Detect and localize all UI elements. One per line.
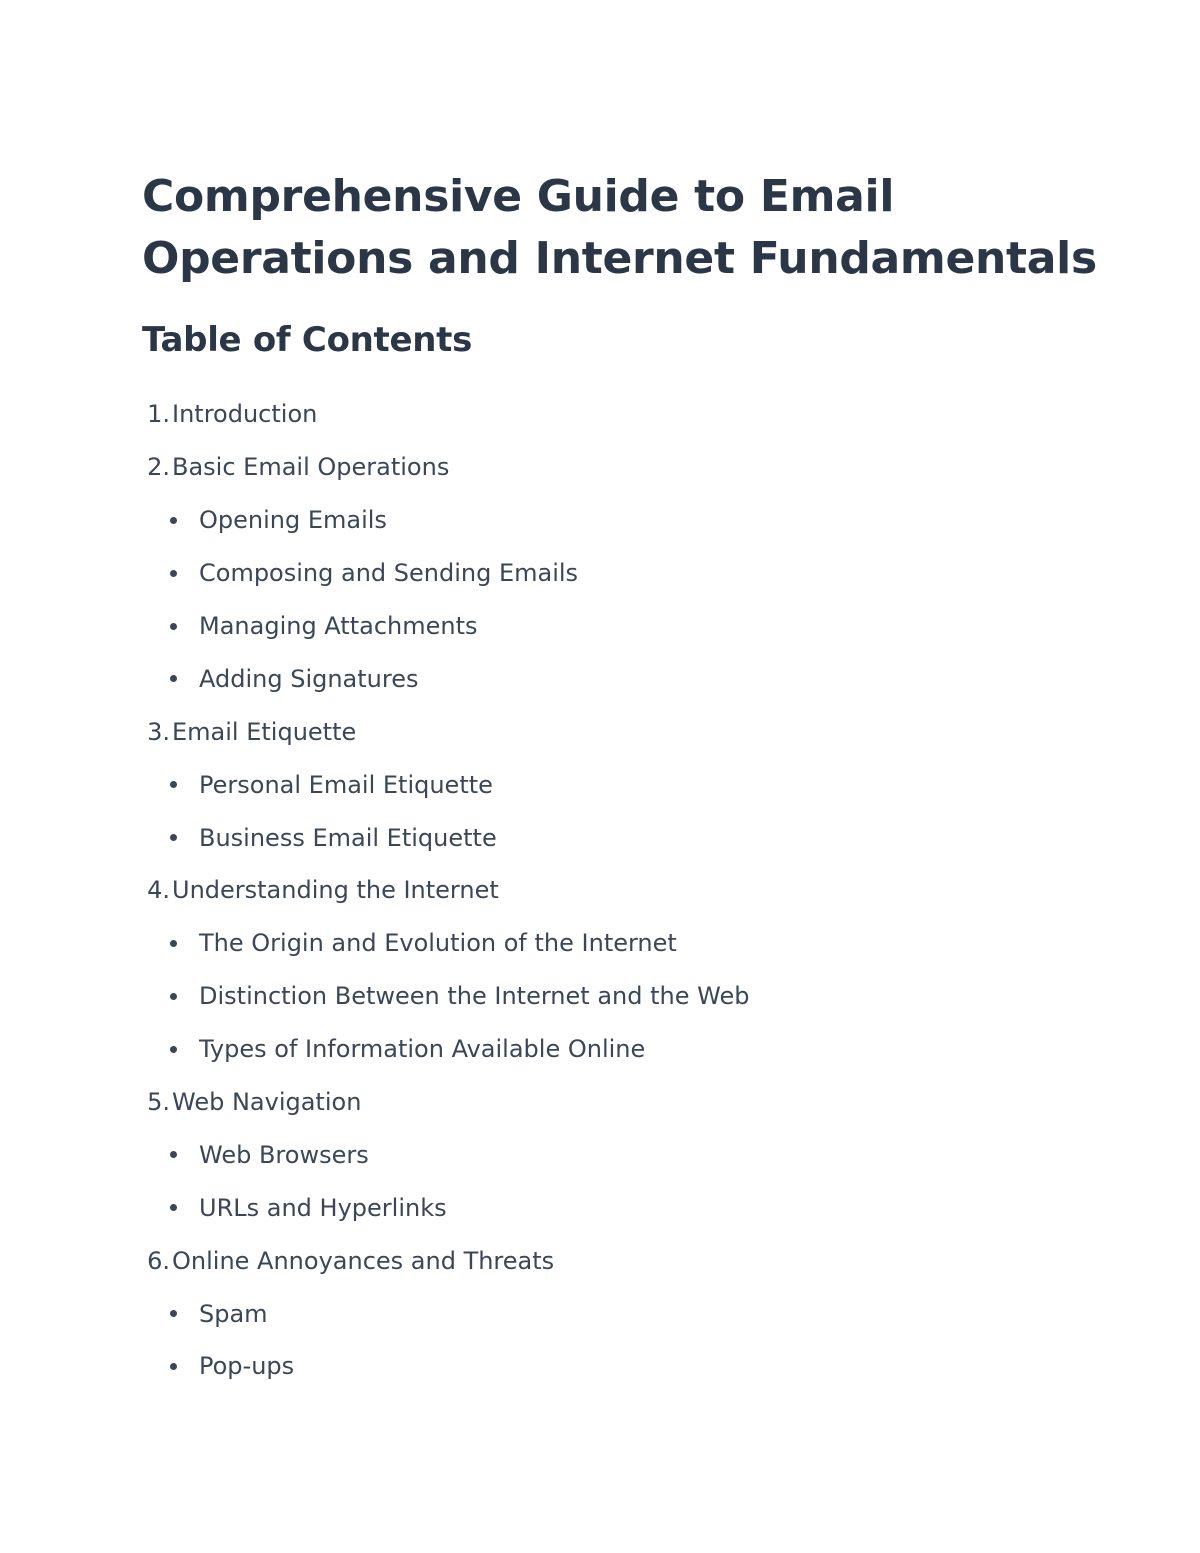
toc-section[interactable] — [142, 1234, 1102, 1287]
bullet-icon — [170, 623, 177, 630]
toc-section[interactable] — [142, 864, 1102, 917]
bullet-icon — [170, 993, 177, 1000]
toc-section-label: Understanding the Internet — [172, 876, 499, 905]
toc-section[interactable] — [142, 388, 1102, 441]
toc-subitem[interactable] — [142, 1128, 1102, 1181]
toc-section-label: Basic Email Operations — [172, 453, 450, 482]
toc-subitem-label: Pop-ups — [199, 1352, 295, 1381]
toc-section-label: Online Annoyances and Threats — [172, 1246, 555, 1275]
toc-subitem[interactable] — [142, 917, 1102, 970]
toc-section-number: 4. — [147, 876, 170, 905]
toc-subitem-label: The Origin and Evolution of the Internet — [199, 929, 677, 958]
toc-subitem-label: URLs and Hyperlinks — [199, 1193, 447, 1222]
toc-section-number: 3. — [147, 717, 170, 746]
bullet-icon — [170, 570, 177, 577]
toc-section-number: 5. — [147, 1088, 170, 1117]
toc-section[interactable] — [142, 1076, 1102, 1129]
bullet-icon — [170, 834, 177, 841]
toc-subitem-label: Spam — [199, 1299, 268, 1328]
toc-subitem[interactable] — [142, 758, 1102, 811]
toc-section-number: 2. — [147, 453, 170, 482]
toc-section[interactable] — [142, 441, 1102, 494]
toc-subitem[interactable] — [142, 811, 1102, 864]
toc-section-label: Web Navigation — [172, 1088, 362, 1117]
bullet-icon — [170, 1151, 177, 1158]
toc-section[interactable] — [142, 705, 1102, 758]
toc-subitem-label: Business Email Etiquette — [199, 823, 497, 852]
toc-subitem-label: Composing and Sending Emails — [199, 559, 579, 588]
bullet-icon — [170, 781, 177, 788]
toc-subitem-label: Personal Email Etiquette — [199, 770, 493, 799]
toc-section-number: 6. — [147, 1246, 170, 1275]
toc-section-label: Email Etiquette — [172, 717, 357, 746]
document-page — [142, 166, 1102, 1393]
toc-subitem[interactable] — [142, 600, 1102, 653]
bullet-icon — [170, 675, 177, 682]
toc-subitem-label: Opening Emails — [199, 506, 387, 535]
toc-subitem[interactable] — [142, 494, 1102, 547]
toc-subitem-label: Adding Signatures — [199, 664, 419, 693]
toc-subitem-label: Web Browsers — [199, 1140, 369, 1169]
bullet-icon — [170, 1046, 177, 1053]
toc-subitem[interactable] — [142, 652, 1102, 705]
bullet-icon — [170, 517, 177, 524]
toc-subitem-label: Managing Attachments — [199, 612, 478, 640]
toc-subitem[interactable] — [142, 1181, 1102, 1234]
toc-subitem[interactable] — [142, 970, 1102, 1023]
toc-subitem[interactable] — [142, 547, 1102, 600]
toc-heading: Table of Contents — [142, 320, 473, 360]
table-of-contents — [142, 388, 1102, 1393]
toc-subitem-label: Distinction Between the Internet and the Web — [199, 982, 750, 1011]
toc-subitem-label: Types of Information Available Online — [199, 1035, 646, 1064]
toc-subitem[interactable] — [142, 1340, 1102, 1393]
bullet-icon — [170, 1310, 177, 1317]
toc-section-label: Introduction — [172, 400, 318, 429]
bullet-icon — [170, 940, 177, 947]
toc-subitem[interactable] — [142, 1023, 1102, 1076]
toc-section-number: 1. — [147, 400, 170, 429]
toc-subitem[interactable] — [142, 1287, 1102, 1340]
bullet-icon — [170, 1204, 177, 1211]
bullet-icon — [170, 1363, 177, 1370]
document-title: Comprehensive Guide to Email Operations and Internet Fundamentals — [142, 171, 1097, 284]
